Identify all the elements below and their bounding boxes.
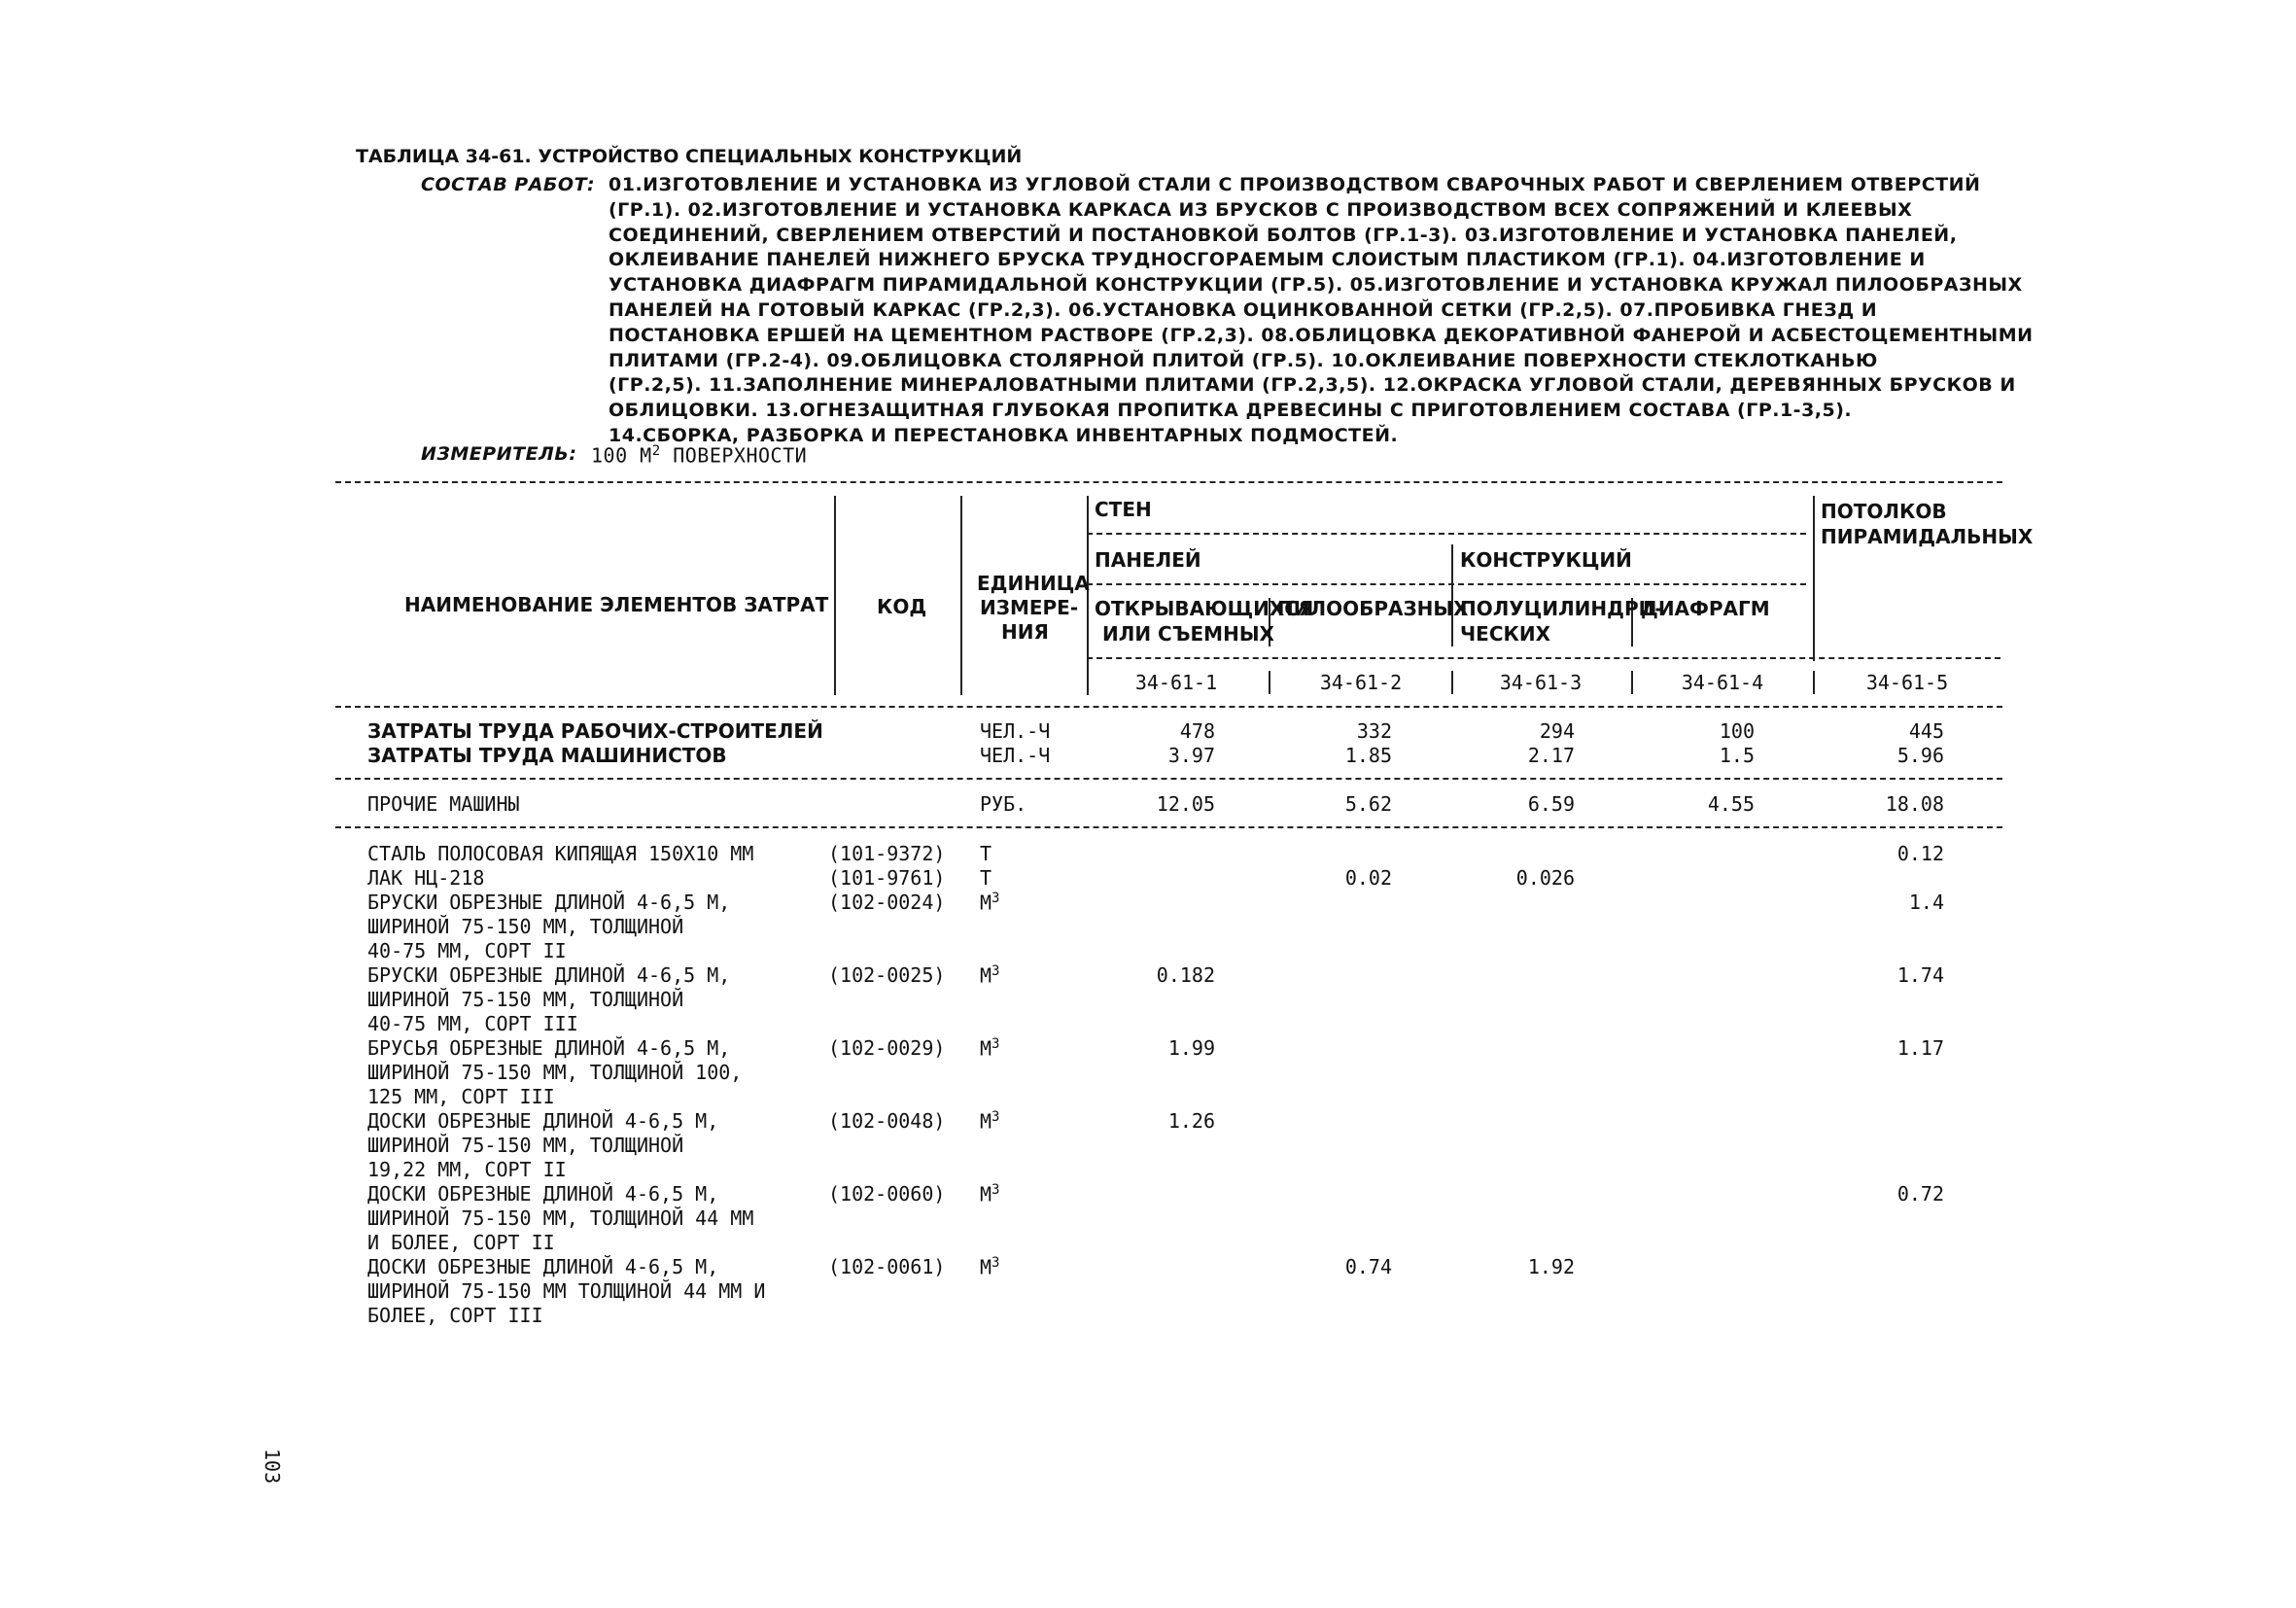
- divider-code: [834, 496, 836, 695]
- header-ceilings-1: ПОТОЛКОВ: [1821, 500, 1947, 523]
- labor-row-unit: ЧЕЛ.-Ч: [980, 719, 1051, 743]
- divider-walls: [1087, 496, 1089, 695]
- material-name-line: ШИРИНОЙ 75-150 ММ, ТОЛЩИНОЙ 44 ММ: [367, 1206, 754, 1230]
- material-value: 1.4: [1908, 891, 1944, 914]
- meter-value: 100 $М^2$ ПОВЕРХНОСТИ: [591, 443, 808, 468]
- code-5: 34-61-5: [1865, 671, 1949, 694]
- labor-row-value: 1.5: [1719, 744, 1755, 767]
- material-value: 1.17: [1896, 1036, 1944, 1060]
- header-constructions: КОНСТРУКЦИЙ: [1460, 548, 1632, 572]
- composition-line: 01.ИЗГОТОВЛЕНИЕ И УСТАНОВКА ИЗ УГЛОВОЙ СТАЛИ С ПРОИЗВОДСТВОМ СВАРОЧНЫХ РАБОТ И СВЕРЛЕНИЕМ ОТВЕРСТИЙ: [609, 174, 1981, 195]
- material-unit: $М^3$: [980, 1255, 1000, 1279]
- material-name-line: БОЛЕЕ, СОРТ III: [367, 1304, 543, 1327]
- material-name-line: ДОСКИ ОБРЕЗНЫЕ ДЛИНОЙ 4-6,5 М,: [367, 1109, 719, 1133]
- material-value: 1.92: [1527, 1255, 1575, 1278]
- material-name-line: СТАЛЬ ПОЛОСОВАЯ КИПЯЩАЯ 150Х10 ММ: [367, 842, 754, 865]
- material-name-line: ШИРИНОЙ 75-150 ММ, ТОЛЩИНОЙ: [367, 1134, 684, 1157]
- table-title: ТАБЛИЦА 34-61. УСТРОЙСТВО СПЕЦИАЛЬНЫХ КОНСТРУКЦИЙ: [356, 146, 1023, 167]
- material-name-line: БРУСЬЯ ОБРЕЗНЫЕ ДЛИНОЙ 4-6,5 М,: [367, 1036, 731, 1060]
- rule-header-bottom: [335, 706, 2002, 708]
- divider-constr: [1451, 544, 1453, 647]
- composition-line: ОКЛЕИВАНИЕ ПАНЕЛЕЙ НИЖНЕГО БРУСКА ТРУДНОСГОРАЕМЫМ СЛОИСТЫМ ПЛАСТИКОМ (ГР.1). 04.ИЗГОТОВЛЕНИЕ И: [609, 249, 1926, 271]
- divider-code-3: [1451, 671, 1453, 694]
- header-semicyl-2: ЧЕСКИХ: [1460, 622, 1551, 646]
- header-ceilings-2: ПИРАМИДАЛЬНЫХ: [1821, 525, 2034, 548]
- divider-code-2: [1269, 671, 1270, 694]
- code-2: 34-61-2: [1319, 671, 1403, 694]
- machine-row-value: 5.62: [1344, 792, 1392, 816]
- labor-row-unit: ЧЕЛ.-Ч: [980, 744, 1051, 767]
- material-value: 0.026: [1515, 866, 1575, 890]
- machine-row-value: 12.05: [1156, 792, 1215, 816]
- material-code: (102-0024): [828, 891, 946, 914]
- material-code: (102-0025): [828, 963, 946, 987]
- material-unit: $М^3$: [980, 1036, 1000, 1061]
- header-unit-2: ИЗМЕРЕ-: [980, 596, 1079, 619]
- code-4: 34-61-4: [1681, 671, 1764, 694]
- header-opening-1: ОТКРЫВАЮЩИХСЯ: [1095, 597, 1314, 620]
- labor-row-name: ЗАТРАТЫ ТРУДА РАБОЧИХ-СТРОИТЕЛЕЙ: [367, 719, 823, 743]
- composition-line: (ГР.1). 02.ИЗГОТОВЛЕНИЕ И УСТАНОВКА КАРКАСА ИЗ БРУСКОВ С ПРОИЗВОДСТВОМ ВСЕХ СОПРЯЖЕНИЙ И КЛЕЕВЫХ: [609, 198, 1913, 221]
- labor-row-value: 5.96: [1896, 744, 1944, 767]
- labor-row-value: 332: [1356, 719, 1392, 743]
- meter-label: ИЗМЕРИТЕЛЬ:: [421, 443, 577, 465]
- material-name-line: ШИРИНОЙ 75-150 ММ, ТОЛЩИНОЙ 100,: [367, 1061, 743, 1084]
- material-name-line: 19,22 ММ, СОРТ II: [367, 1158, 567, 1181]
- material-code: (102-0060): [828, 1182, 946, 1206]
- code-1: 34-61-1: [1134, 671, 1218, 694]
- material-name-line: ДОСКИ ОБРЕЗНЫЕ ДЛИНОЙ 4-6,5 М,: [367, 1182, 719, 1206]
- divider-code-5: [1813, 671, 1815, 694]
- header-code: КОД: [877, 595, 927, 618]
- material-code: (101-9761): [828, 866, 946, 890]
- header-semicyl-1: ПОЛУЦИЛИНДРИ-: [1460, 597, 1663, 620]
- labor-row-value: 1.85: [1344, 744, 1392, 767]
- composition-line: СОЕДИНЕНИЙ, СВЕРЛЕНИЕМ ОТВЕРСТИЙ И ПОСТАНОВКОЙ БОЛТОВ (ГР.1-3). 03.ИЗГОТОВЛЕНИЕ И УСТАНОВКА ПАНЕЛЕЙ,: [609, 224, 1958, 246]
- material-unit: Т: [980, 842, 992, 865]
- rule-labor-bottom: [335, 778, 2002, 780]
- machine-row-unit: РУБ.: [980, 792, 1027, 816]
- labor-row-value: 2.17: [1527, 744, 1575, 767]
- divider-unit: [960, 496, 962, 695]
- divider-ceilings: [1813, 496, 1815, 661]
- composition-line: ПЛИТАМИ (ГР.2-4). 09.ОБЛИЦОВКА СТОЛЯРНОЙ ПЛИТОЙ (ГР.5). 10.ОКЛЕИВАНИЕ ПОВЕРХНОСТИ СТЕКЛОТКАНЬЮ: [609, 349, 1878, 371]
- header-opening-2: ИЛИ СЪЕМНЫХ: [1102, 622, 1274, 646]
- machine-row-value: 18.08: [1885, 792, 1944, 816]
- composition-line: ПАНЕЛЕЙ НА ГОТОВЫЙ КАРКАС (ГР.2,3). 06.УСТАНОВКА ОЦИНКОВАННОЙ СЕТКИ (ГР.2,5). 07.ПРОБИВКА ГНЕЗД И: [609, 299, 1878, 321]
- material-value: 0.12: [1896, 842, 1944, 865]
- material-unit: $М^3$: [980, 1109, 1000, 1134]
- material-name-line: 125 ММ, СОРТ III: [367, 1085, 555, 1108]
- header-walls: СТЕН: [1095, 498, 1152, 521]
- labor-row-value: 445: [1908, 719, 1944, 743]
- header-unit-3: НИЯ: [1001, 620, 1049, 644]
- material-code: (102-0048): [828, 1109, 946, 1133]
- labor-row-name: ЗАТРАТЫ ТРУДА МАШИНИСТОВ: [367, 744, 727, 767]
- rule-walls: [1087, 533, 1806, 535]
- rule-top: [335, 481, 2002, 483]
- material-value: 1.26: [1167, 1109, 1215, 1133]
- rule-machines-bottom: [335, 826, 2002, 828]
- material-name-line: ЛАК НЦ-218: [367, 866, 485, 890]
- header-diaphragm: ДИАФРАГМ: [1641, 597, 1770, 620]
- header-name: НАИМЕНОВАНИЕ ЭЛЕМЕНТОВ ЗАТРАТ: [404, 593, 829, 616]
- composition-label: СОСТАВ РАБОТ:: [421, 174, 596, 195]
- material-name-line: 40-75 ММ, СОРТ III: [367, 1012, 578, 1035]
- page-number: 103: [261, 1449, 284, 1485]
- material-value: 1.99: [1167, 1036, 1215, 1060]
- material-unit: $М^3$: [980, 1182, 1000, 1206]
- material-value: 1.74: [1896, 963, 1944, 987]
- composition-line: 14.СБОРКА, РАЗБОРКА И ПЕРЕСТАНОВКА ИНВЕНТАРНЫХ ПОДМОСТЕЙ.: [609, 425, 1399, 446]
- material-name-line: ШИРИНОЙ 75-150 ММ ТОЛЩИНОЙ 44 ММ И: [367, 1279, 766, 1303]
- material-name-line: И БОЛЕЕ, СОРТ II: [367, 1231, 555, 1254]
- divider-code-4: [1631, 671, 1633, 694]
- material-name-line: ШИРИНОЙ 75-150 ММ, ТОЛЩИНОЙ: [367, 988, 684, 1011]
- header-panels: ПАНЕЛЕЙ: [1095, 548, 1201, 572]
- material-name-line: БРУСКИ ОБРЕЗНЫЕ ДЛИНОЙ 4-6,5 М,: [367, 963, 731, 987]
- machine-row-value: 4.55: [1707, 792, 1755, 816]
- material-value: 0.02: [1344, 866, 1392, 890]
- rule-codes: [1087, 657, 2000, 659]
- material-name-line: ДОСКИ ОБРЕЗНЫЕ ДЛИНОЙ 4-6,5 М,: [367, 1255, 719, 1278]
- material-unit: $М^3$: [980, 963, 1000, 988]
- rule-panels: [1087, 583, 1806, 585]
- labor-row-value: 478: [1179, 719, 1215, 743]
- labor-row-value: 100: [1719, 719, 1755, 743]
- material-value: 0.72: [1896, 1182, 1944, 1206]
- machine-row-name: ПРОЧИЕ МАШИНЫ: [367, 792, 520, 816]
- material-unit: Т: [980, 866, 992, 890]
- material-value: 0.182: [1156, 963, 1215, 987]
- material-unit: $М^3$: [980, 891, 1000, 915]
- material-name-line: ШИРИНОЙ 75-150 ММ, ТОЛЩИНОЙ: [367, 915, 684, 938]
- composition-line: ПОСТАНОВКА ЕРШЕЙ НА ЦЕМЕНТНОМ РАСТВОРЕ (ГР.2,3). 08.ОБЛИЦОВКА ДЕКОРАТИВНОЙ ФАНЕРОЙ И АСБЕСТОЦЕМЕНТНЫМИ: [609, 324, 2034, 346]
- labor-row-value: 3.97: [1167, 744, 1215, 767]
- machine-row-value: 6.59: [1527, 792, 1575, 816]
- composition-line: УСТАНОВКА ДИАФРАГМ ПИРАМИДАЛЬНОЙ КОНСТРУКЦИИ (ГР.5). 05.ИЗГОТОВЛЕНИЕ И УСТАНОВКА КРУЖАЛ ПИЛООБРАЗНЫХ: [609, 274, 2023, 297]
- code-3: 34-61-3: [1499, 671, 1583, 694]
- composition-line: (ГР.2,5). 11.ЗАПОЛНЕНИЕ МИНЕРАЛОВАТНЫМИ ПЛИТАМИ (ГР.2,3,5). 12.ОКРАСКА УГЛОВОЙ СТАЛИ, ДЕРЕВЯННЫХ БРУСКОВ И: [609, 374, 2016, 397]
- composition-line: ОБЛИЦОВКИ. 13.ОГНЕЗАЩИТНАЯ ГЛУБОКАЯ ПРОПИТКА ДРЕВЕСИНЫ С ПРИГОТОВЛЕНИЕМ СОСТАВА (ГР.1-3,5).: [609, 400, 1853, 422]
- header-unit-1: ЕДИНИЦА: [977, 572, 1090, 595]
- material-name-line: 40-75 ММ, СОРТ II: [367, 939, 567, 962]
- material-code: (102-0061): [828, 1255, 946, 1278]
- labor-row-value: 294: [1539, 719, 1575, 743]
- header-saw: ПИЛООБРАЗНЫХ: [1277, 597, 1469, 620]
- material-name-line: БРУСКИ ОБРЕЗНЫЕ ДЛИНОЙ 4-6,5 М,: [367, 891, 731, 914]
- material-value: 0.74: [1344, 1255, 1392, 1278]
- material-code: (101-9372): [828, 842, 946, 865]
- material-code: (102-0029): [828, 1036, 946, 1060]
